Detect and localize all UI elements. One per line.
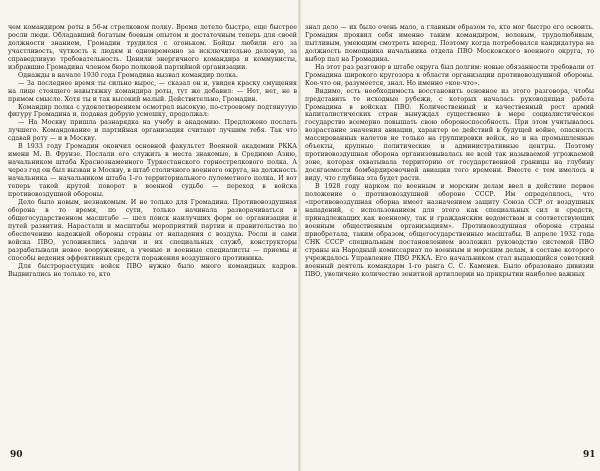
paragraph: Для быстрорастущих войск ПВО нужно было много командных кадров. Выдвигались не только те, кто: [8, 262, 297, 278]
book-gutter: [298, 0, 301, 471]
paragraph: — За последнее время ты сильно вырос, — сказал он и, увидев краску смущения на лице стоящего навытяжку командира роты, тут же добавил: — Нет, нет, не в прямом смысле. Хотя ты и так высокий малый. Действительно, Громадин.: [8, 79, 297, 103]
right-page: [305, 24, 594, 467]
paragraph: Командир полка с удовлетворением осмотрел высокую, по-строевому подтянутую фигуру Громадина и, подавая добрую усмешку, продолжал:: [8, 103, 297, 119]
left-page-text: [8, 24, 297, 279]
paragraph: В 1933 году Громадин окончил основной факультет Военной академии РККА имени М. В. Фрунзе. Послали его служить в места знакомые, в Среднюю Азию, начальником штаба Краснознаменного Туркестанского горнострелкового полка. А через год он был вызван в Москву, в штаб столичного военного округа, на должность начальника — начальником штаба 1-го территориального пулеметного полка. И вот теперь такой крутой поворот в военной судьбе — переход в войска противовоздушной обороны.: [8, 143, 297, 199]
paragraph: — На Москву пришла разнарядка на учебу в академию. Предложено послать лучшего. Командование и партийная организация считают лучшим тебя. Так что сдавай роту — и в Москву.: [8, 119, 297, 143]
paragraph: В 1928 году нарком по военным и морским делам ввел в действие первое положение о противовоздушной обороне СССР. Им определялось, что «противовоздушная оборна имеет назначением защиту Союза ССР от воздушных нападений, с использованием для этого как специальных сил и средств, принадлежащих как военному, так и гражданским ведомствам и соответствующих военным общественным организациям». Противовоздушная оборона страны приобретала, таким образом, общегосударственные масштабы. В апреле 1932 года СНК СССР специальным постановлением возложил руководство системой ПВО страны на Народный комиссариат по военным и морским делам, в составе которого учреждалось Управление ПВО РККА. Его начальником стал выдающийся советский военный деятель командарм 1-го ранга С. С. Каменев. Было образовано дивизии ПВО, увеличено количество зенитной артиллерии на прикрытии наиболее важных: [305, 183, 594, 278]
left-page-number: 90: [10, 450, 23, 460]
paragraph: На этот раз разговор в штабе округа был долгим: новые обязанности требовали от Громадина широкого кругозора в области организации противовоздушной обороны. Кое-что он, разумеется, знал. Но именно «кое-что».: [305, 63, 594, 87]
paragraph: Дело было новым, незнакомым. И не только для Громадина. Противовоздушная оборона в то время, по сути, только начинала разворачиваться в общегосударственном масштабе — шел поиск наилучших форм ее организации и путей развития. Нарастали и масштабы мероприятий партии и правительства по обеспечению надежной обороны страны от нападения с воздуха. Росли и сами войска ПВО, усложнялись задачи и их специальных служб, конструкторы разрабатывали новое вооружение, а ученые и военные специалисты — приемы и способы ведения эффективных средств поражения воздушного противника.: [8, 198, 297, 262]
paragraph: чем командиром роты в 56-м стрелковом полку. Время летело быстро, еще быстрее росли люди. Обладавший богатым боевым опытом и достаточным теперь для своей должности знанием, Громадин трудился с огоньком. Бойцы любили его за участливость, чуткость к людям и одновременно за исключительно деловую, за справедливую требовательность. Ценили энергичного командира и коммунисты, избравшие Громадина членом бюро полковой партийной организации.: [8, 24, 297, 71]
paragraph: Однажды в начале 1930 года Громадина вызвал командир полка.: [18, 71, 238, 79]
paragraph: Видимо, есть необходимость восстановить основное из этого разговора, чтобы представить те исходные рубежи, с которых началась руководящая работа Громадина в войсках ПВО. Количественный и качественный рост армий капиталистических стран вынуждал существенно в мере социалистическое государство всемерно повышать свою обороноспособность. При этом учитывалось возрастание значения авиации, характер ее действий в будущей войне, опасность массированных налетов не только на группировки войск, но и на промышленные объекты, крупные политические и административные центры. Поэтому противовоздушная оборона организовывалась не всей так называемой угрожаемой зоне, которая охватывала территорию от государственной границы на глубину досягаемости бомбардировочной авиации того времени. Вместе с тем имелось в виду, что глубина эта будет расти.: [305, 87, 594, 183]
right-page-number: 91: [583, 450, 596, 460]
right-page-text: [305, 24, 594, 279]
paragraph: знал дело — их было очень мало, а главным образом те, кто мог быстро его освоить. Громадин проявил себя именно таким командиром, волевым, трудолюбивым, пытливым, умеющим смотреть вперед. Поэтому когда потребовался кандидатура на должность помощника начальника отдела ПВО Московского военного округа, то выбор пал на Громадина.: [305, 24, 594, 63]
left-page: [8, 24, 297, 467]
